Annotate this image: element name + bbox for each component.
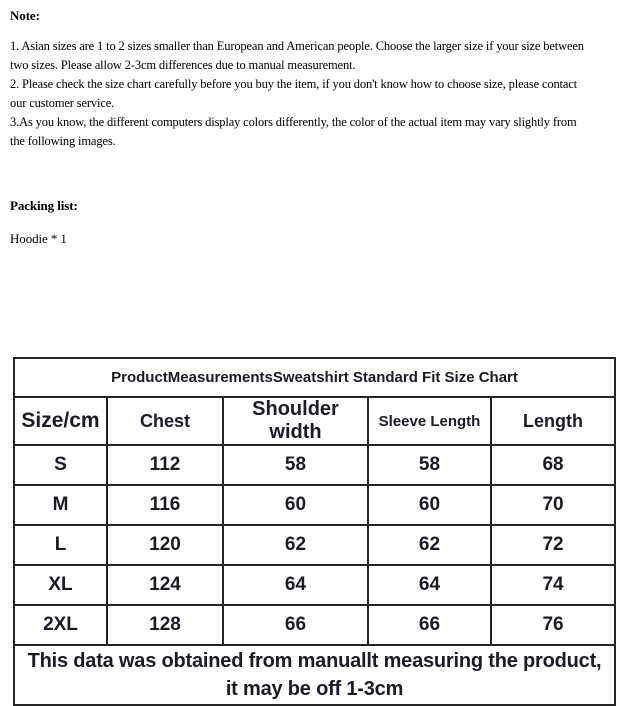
note-line: the following images. — [10, 134, 116, 148]
sleeve-cell: 58 — [368, 445, 491, 485]
column-header-chest: Chest — [107, 397, 223, 445]
shoulder-cell: 60 — [223, 485, 368, 525]
chest-cell: 120 — [107, 525, 223, 565]
note-line: 2. Please check the size chart carefully before you buy the item, if you don't know how to choose size, please contact — [10, 77, 577, 91]
chest-cell: 128 — [107, 605, 223, 645]
size-cell: XL — [14, 565, 107, 605]
table-row-l — [14, 525, 615, 565]
size-cell: M — [14, 485, 107, 525]
sleeve-cell: 66 — [368, 605, 491, 645]
table-row-s — [14, 445, 615, 485]
length-cell: 74 — [491, 565, 615, 605]
column-header-length: Length — [491, 397, 615, 445]
size-chart-title: ProductMeasurementsSweatshirt Standard Fit Size Chart — [14, 358, 615, 397]
size-cell: S — [14, 445, 107, 485]
disclaimer-line: it may be off 1-3cm — [225, 678, 404, 700]
note-line: our customer service. — [10, 96, 115, 110]
note-heading: Note: — [10, 8, 40, 23]
chest-cell: 124 — [107, 565, 223, 605]
table-row-2xl — [14, 605, 615, 645]
column-header-shoulder-width: Shoulder width — [223, 397, 368, 445]
size-cell: 2XL — [14, 605, 107, 645]
packing-list-heading: Packing list: — [10, 198, 78, 213]
chest-cell: 116 — [107, 485, 223, 525]
note-paragraphs — [10, 37, 618, 151]
sleeve-cell: 64 — [368, 565, 491, 605]
sleeve-cell: 62 — [368, 525, 491, 565]
size-chart-table — [13, 357, 616, 706]
column-header-sleeve-length: Sleeve Length — [368, 397, 491, 445]
shoulder-cell: 64 — [223, 565, 368, 605]
table-row-xl — [14, 565, 615, 605]
measurement-disclaimer — [14, 645, 615, 705]
shoulder-cell: 66 — [223, 605, 368, 645]
chest-cell: 112 — [107, 445, 223, 485]
length-cell: 72 — [491, 525, 615, 565]
sleeve-cell: 60 — [368, 485, 491, 525]
shoulder-cell: 58 — [223, 445, 368, 485]
note-line: 1. Asian sizes are 1 to 2 sizes smaller than European and American people. Choose the larger size if your size between — [10, 39, 584, 53]
shoulder-cell: 62 — [223, 525, 368, 565]
length-cell: 68 — [491, 445, 615, 485]
disclaimer-line: This data was obtained from manuallt measuring the product, — [27, 650, 602, 672]
length-cell: 76 — [491, 605, 615, 645]
note-line: two sizes. Please allow 2-3cm differences due to manual measurement. — [10, 58, 356, 72]
table-row-m — [14, 485, 615, 525]
length-cell: 70 — [491, 485, 615, 525]
packing-list-item: Hoodie * 1 — [10, 231, 67, 246]
size-cell: L — [14, 525, 107, 565]
note-line: 3.As you know, the different computers display colors differently, the color of the actual item may vary slightly from — [10, 115, 577, 129]
column-header-size: Size/cm — [14, 397, 107, 445]
